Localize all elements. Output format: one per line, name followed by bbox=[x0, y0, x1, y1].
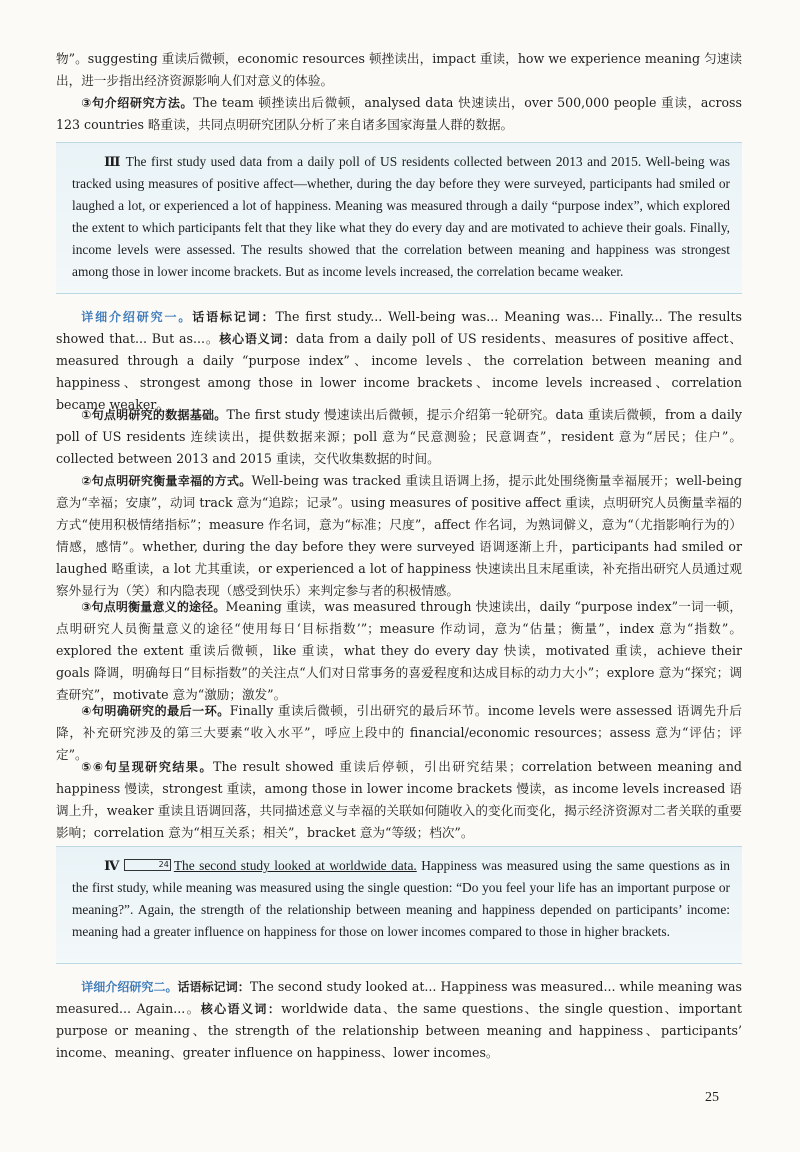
study2-overview bbox=[56, 976, 742, 1064]
passage-paragraph-3 bbox=[56, 142, 742, 294]
item-heading: ④句明确研究的最后一环。 bbox=[81, 704, 230, 718]
page-number: 25 bbox=[705, 1090, 719, 1105]
item-body: Meaning 重读，was measured through 快速读出，daily “purpose index”一词一顿，点明研究人员衡量意义的途径“使用每日‘目标指数’”；measure 作动词，意为“估量；衡量”，index 意为“指数”。explored the extent 重读后微顿，like 重读，what they do every day 快读，motivated 重读，achieve their goals 降调，明确每日“目标指数”的关注点“人们对日常事务的喜爱程度和达成目标的动力大小”；explore 意为“探究；调查研究”，motivate 意为“激励；激发”。 bbox=[56, 599, 742, 702]
core-label: 核心语义词： bbox=[219, 332, 297, 346]
item-body: The result showed 重读后停顿，引出研究结果；correlation between meaning and happiness 慢读，strongest 重读，among those in lower income brackets 慢读，as income levels increased 语调上升，weaker 重读且语调回落，共同描述意义与幸福的关联如何随收入的变化而变化，揭示经济资源对二者关联的重要影响；correlation 意为“相互关系；相关”，bracket 意为“等级；档次”。 bbox=[56, 759, 742, 840]
item-heading: ③句介绍研究方法。 bbox=[81, 96, 194, 110]
markers-text: The second study looked at... Happiness was measured... while meaning was measured... Again...。 bbox=[56, 979, 742, 1016]
section-heading: 详细介绍研究一。 bbox=[81, 310, 193, 324]
intro-paragraph bbox=[56, 48, 742, 92]
item-heading: ③句点明衡量意义的途径。 bbox=[81, 600, 226, 614]
markers-text: The first study... Well-being was... Meaning was... Finally... The results showed that... But as...。 bbox=[56, 309, 742, 346]
study1-sentence-5-6 bbox=[56, 756, 742, 844]
study1-sentence-2 bbox=[56, 470, 742, 602]
item-body: The team 顿挫读出后微顿，analysed data 快速读出，over 500,000 people 重读，across 123 countries 略重读，共同点明研究团队分析了来自诸多国家海量人群的数据。 bbox=[56, 95, 742, 132]
core-text: worldwide data、the same questions、the single question、important purpose or meaning、the strength of the relationship between meaning and happiness、participants’ income、meaning、greater influence on happiness、lower incomes。 bbox=[56, 1001, 742, 1060]
item-body: Well-being was tracked 重读且语调上扬，提示此处围绕衡量幸福展开；well-being 意为“幸福；安康”，动词 track 意为“追踪；记录”。using measures of positive affect 重读，点明研究人员衡量幸福的方式“使用积极情绪指标”；measure 作名词，意为“标准；尺度”，affect 作名词，为熟词僻义，意为“（尤指影响行为的）情感，感情”。whether, during the day before they were surveyed 语调逐渐上升，participants had smiled or laughed 略重读，a lot 尤其重读，or experienced a lot of happiness 快速读出且末尾重读，补充指出研究人员通过观察外显行为（笑）和内隐表现（感受到快乐）来判定参与者的积极情感。 bbox=[56, 473, 742, 598]
core-text: data from a daily poll of US residents、measures of positive affect、measured through a daily “purpose index”、income levels、the correlation between meaning and happiness、strongest among those in lower income brackets、income levels increased、correlation became weaker。 bbox=[56, 331, 742, 412]
markers-label: 话语标记词： bbox=[192, 310, 276, 324]
intro-text: 物”。suggesting 重读后微顿，economic resources 顿挫读出，impact 重读，how we experience meaning 匀速读出，进一步指出经济资源影响人们对意义的体验。 bbox=[56, 51, 742, 88]
question-number-badge: 24 bbox=[124, 859, 170, 871]
intro-item-3 bbox=[56, 92, 742, 136]
item-heading: ①句点明研究的数据基础。 bbox=[81, 408, 227, 422]
item-body: The first study 慢速读出后微顿，提示介绍第一轮研究。data 重读后微顿，from a daily poll of US residents 连续读出，提供数据来源；poll 意为“民意测验；民意调查”，resident 意为“居民；住户”。collected between 2013 and 2015 重读，交代收集数据的时间。 bbox=[56, 407, 742, 466]
passage-paragraph-4 bbox=[56, 846, 742, 964]
core-label: 核心语义词： bbox=[200, 1002, 282, 1016]
study1-sentence-1 bbox=[56, 404, 742, 470]
underlined-sentence: The second study looked at worldwide data. bbox=[173, 858, 417, 873]
item-body: Finally 重读后微顿，引出研究的最后环节。income levels were assessed 语调先升后降，补充研究涉及的第三大要素“收入水平”，呼应上段中的 financial/economic resources；assess 意为“评估；评定”。 bbox=[56, 703, 742, 762]
item-heading: ⑤⑥句呈现研究结果。 bbox=[81, 760, 214, 774]
item-heading: ②句点明研究衡量幸福的方式。 bbox=[81, 474, 252, 488]
markers-label: 话语标记词： bbox=[177, 980, 250, 994]
study1-overview bbox=[56, 306, 742, 416]
roman-numeral: Ⅳ bbox=[104, 858, 121, 873]
study1-sentence-3 bbox=[56, 596, 742, 706]
roman-numeral: Ⅲ bbox=[104, 154, 122, 169]
passage-text: The first study used data from a daily poll of US residents collected between 2013 and 2015. Well-being was tracked using measures of positive affect—whether, during the day before they were surveyed, participants had smiled or laughed a lot, or experienced a lot of happiness. Meaning was measured through a daily “purpose index”, which explored the extent to which participants felt that they like what they do every day and are motivated to achieve their goals. Finally, income levels were assessed. The results showed that the correlation between meaning and happiness was strongest among those in lower income brackets. But as income levels increased, the correlation became weaker. bbox=[72, 154, 730, 279]
section-heading: 详细介绍研究二。 bbox=[81, 980, 178, 994]
passage-text: Happiness was measured using the same questions as in the first study, while meaning was measured using the single question: “Do you feel your life has an important purpose or meaning?”. Again, the strength of the relationship between meaning and happiness depended on participants’ income: meaning had a greater influence on happiness for those on lower incomes compared to those in higher brackets. bbox=[72, 858, 730, 939]
